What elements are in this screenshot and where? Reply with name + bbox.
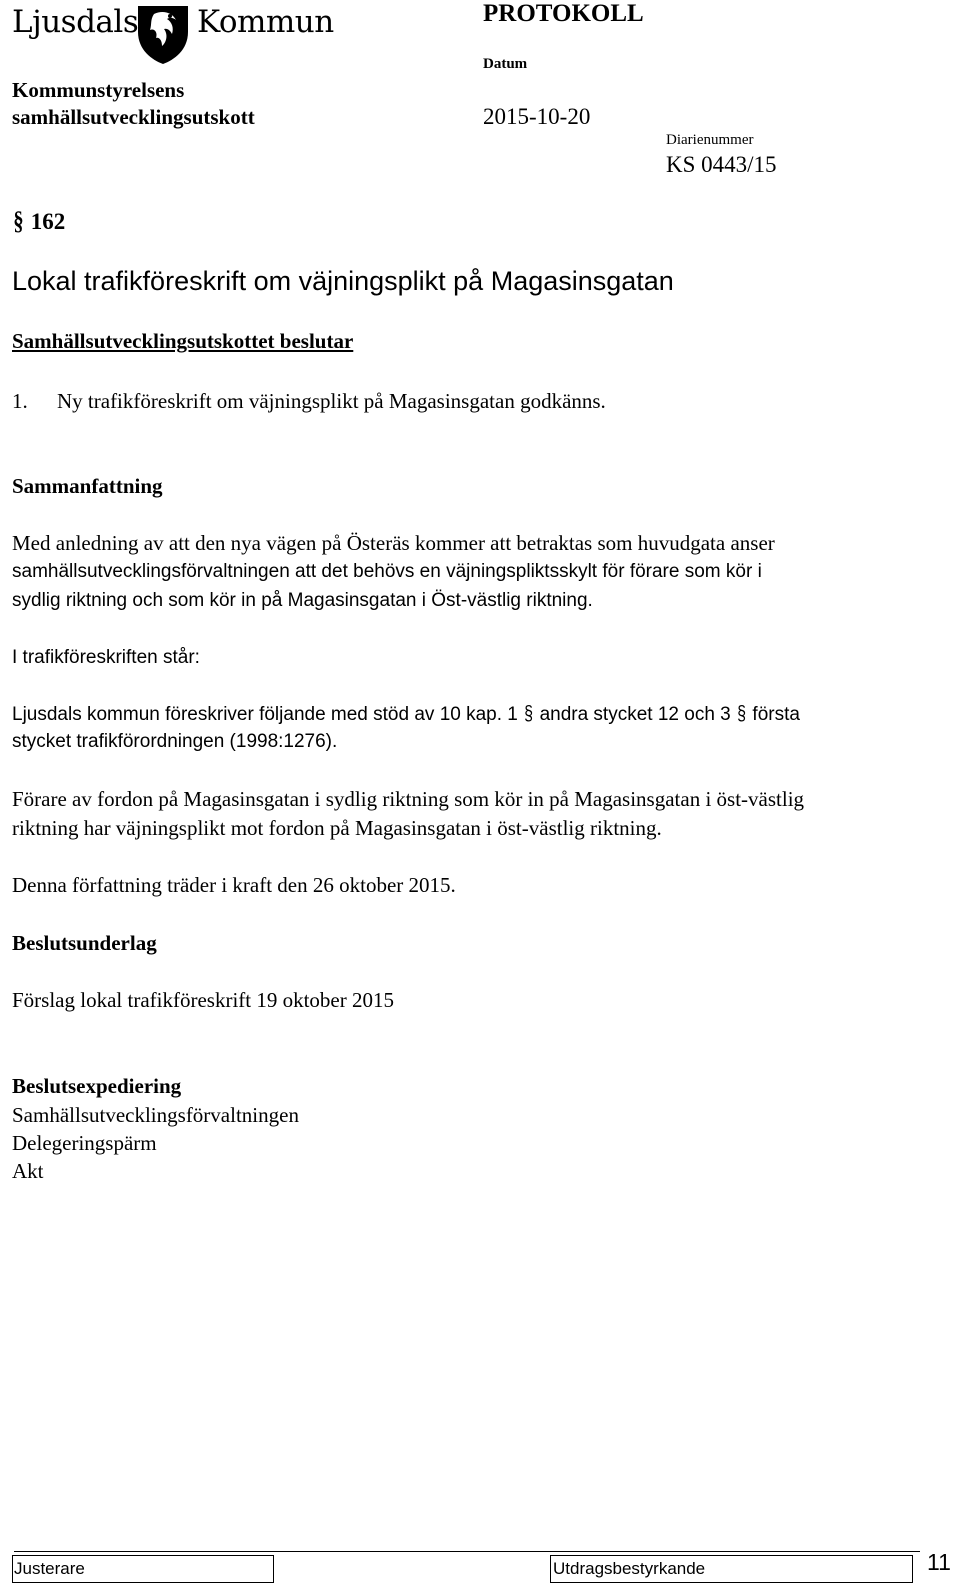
page-number: 11	[927, 1549, 951, 1575]
summary-p3-part-c: första	[752, 704, 800, 725]
summary-p1-line1: Med anledning av att den nya vägen på Österäs kommer att betraktas som huvudgata anser	[12, 531, 775, 555]
decision-item-text: Ny trafikföreskrift om väjningsplikt på Magasinsgatan godkänns.	[57, 389, 606, 413]
summary-p1-line3: sydlig riktning och som kör in på Magasinsgatan i Öst-västlig riktning.	[12, 590, 593, 611]
summary-p4-line2: riktning har väjningsplikt mot fordon på Magasinsgatan i öst-västlig riktning.	[12, 816, 662, 840]
date-label: Datum	[483, 56, 528, 72]
organization-line-1: Kommunstyrelsens	[12, 78, 185, 102]
adjuster-label: Justerare	[14, 1559, 85, 1578]
dispatch-heading: Beslutsexpediering	[12, 1074, 182, 1098]
dispatch-item: Akt	[12, 1159, 44, 1183]
adjuster-signature-box	[12, 1555, 274, 1583]
dispatch-item: Samhällsutvecklingsförvaltningen	[12, 1103, 299, 1127]
paragraph-number-value: 162	[30, 209, 66, 234]
certifier-label: Utdragsbestyrkande	[553, 1559, 706, 1578]
basis-heading: Beslutsunderlag	[12, 931, 157, 955]
summary-p2: I trafikföreskriften står:	[12, 647, 200, 668]
logo-text-right: Kommun	[197, 4, 334, 40]
page-title: Lokal trafikföreskrift om väjningsplikt på Magasinsgatan	[12, 266, 674, 296]
diary-number-value: KS 0443/15	[666, 152, 777, 177]
summary-p5: Denna författning träder i kraft den 26 oktober 2015.	[12, 873, 456, 897]
footer-rule	[14, 1551, 920, 1552]
summary-heading: Sammanfattning	[12, 474, 163, 498]
diary-number-label: Diarienummer	[666, 132, 754, 148]
basis-text: Förslag lokal trafikföreskrift 19 oktober 2015	[12, 988, 394, 1012]
certifier-signature-box	[550, 1555, 913, 1583]
summary-p3-line1	[12, 703, 800, 726]
decision-heading: Samhällsutvecklingsutskottet beslutar	[12, 329, 354, 353]
dispatch-item: Delegeringspärm	[12, 1131, 157, 1155]
section-sign-icon: §	[13, 206, 24, 235]
coat-of-arms-logo	[134, 2, 192, 66]
summary-p4-line1: Förare av fordon på Magasinsgatan i sydlig riktning som kör in på Magasinsgatan i öst-västlig	[12, 787, 805, 811]
decision-item-number: 1.	[12, 389, 28, 413]
date-value: 2015-10-20	[483, 104, 591, 129]
summary-p1-line2: samhällsutvecklingsförvaltningen att det behövs en väjningspliktsskylt för förare som kör i	[12, 561, 762, 582]
summary-p3-line2: stycket trafikförordningen (1998:1276).	[12, 731, 338, 752]
paragraph-number	[12, 206, 65, 236]
summary-p3-part-a: Ljusdals kommun föreskriver följande med stöd av 10 kap. 1	[12, 704, 518, 725]
organization-line-2: samhällsutvecklingsutskott	[12, 105, 255, 129]
section-sign-icon: §	[524, 703, 534, 725]
section-sign-icon: §	[737, 703, 747, 725]
logo-text-left: Ljusdals	[12, 4, 139, 40]
document-type: PROTOKOLL	[483, 0, 644, 27]
summary-p3-part-b: andra stycket 12 och 3	[539, 704, 731, 725]
